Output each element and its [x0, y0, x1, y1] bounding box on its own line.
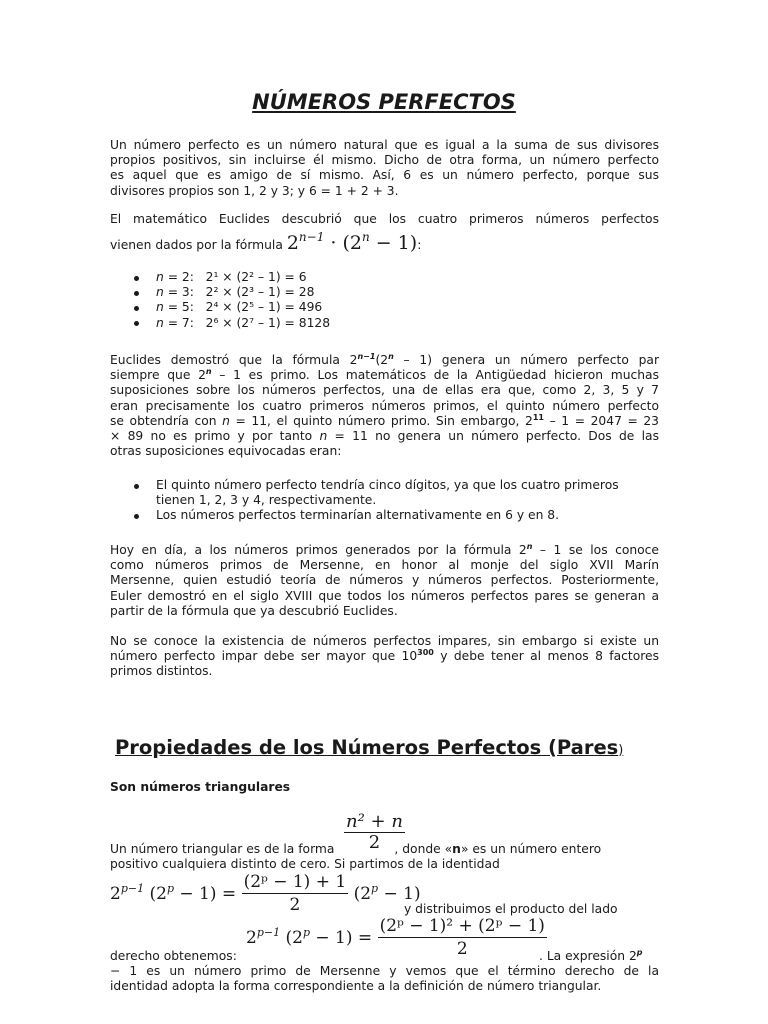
conclusion-paragraph: [110, 964, 659, 994]
demonstration-paragraph: [110, 353, 659, 459]
text-line: . La expresión 2$^p$: [539, 948, 643, 963]
list-item: n = 2: 2¹ × (2² – 1) = 6: [110, 270, 650, 285]
triangular-fraction: $\frac{\text{n² + n}}{2}$: [346, 811, 403, 853]
text-line: propios positivos, sin incluirse él mismo. Dicho de otra forma, un número perfecto: [110, 153, 659, 168]
text-line: suposiciones sobre los números perfectos, una de ellas era que, como 2, 3, 5 y 7: [110, 383, 659, 398]
text-line: − 1 es un número primo de Mersenne y vemos que el término derecho de la: [110, 964, 659, 978]
list-item: El quinto número perfecto tendría cinco dígitos, ya que los cuatro primeros tienen 1, 2, 3 y 4, respectivamente.: [110, 478, 659, 508]
text-line: derecho obtenemos:: [110, 949, 237, 963]
text-line: Euler demostró en el siglo XVIII que todos los números perfectos pares se generan a: [110, 588, 659, 603]
identity-equation: $2^{p-1}$ $(2^p - 1)$ = $\frac{\text{(2ᵖ − 1) + 1}}{2}$ $(2^p - 1)$: [110, 872, 421, 915]
text-line: se obtendría con n = 11, el quinto número primo. Sin embargo, $2^{11} - 1 = 2047 = 23$: [110, 412, 659, 428]
wrong-assumptions-list: [110, 478, 659, 524]
formula-line: vienen dados por la fórmula $2^{n-1} \cdot (2^n - 1)$:: [110, 230, 422, 254]
text-line: como números primos de Mersenne, en honor al monje del siglo XVII Marín: [110, 558, 659, 573]
intro-paragraph: [110, 138, 659, 199]
subsection-heading: Son números triangulares: [110, 780, 291, 794]
text-line: partir de la fórmula que ya descubrió Euclides.: [110, 603, 398, 618]
text-line: positivo cualquiera distinto de cero. Si partimos de la identidad: [110, 857, 500, 871]
text-line: Un número perfecto es un número natural que es igual a la suma de sus divisores: [110, 138, 659, 152]
distributed-equation: $2^{p-1}$ $(2^p - 1)$ = $\frac{\text{(2ᵖ − 1)² + (2ᵖ − 1)}}{2}$: [246, 916, 545, 959]
section-heading: Propiedades de los Números Perfectos (Pares): [115, 736, 624, 759]
text-line: primos distintos.: [110, 664, 213, 679]
list-item: n = 7: 2⁶ × (2⁷ – 1) = 8128: [110, 316, 650, 331]
text-line: eran precisamente los cuatro primeros números primos, el quinto número perfecto: [110, 398, 659, 413]
text-line: No se conoce la existencia de números perfectos impares, sin embargo si existe un: [110, 634, 659, 648]
odd-perfect-paragraph: [110, 634, 659, 680]
text-line: siempre que 2$^n$ – 1 es primo. Los matemáticos de la Antigüedad hicieron muchas: [110, 367, 659, 383]
text-line: divisores propios son 1, 2 y 3; y 6 = 1 + 2 + 3.: [110, 183, 399, 198]
perfect-number-list: [110, 270, 650, 331]
list-item: n = 3: 2² × (2³ – 1) = 28: [110, 285, 650, 300]
text-line: Mersenne, quien estudió teoría de números y números perfectos. Posteriormente,: [110, 573, 659, 588]
list-item: n = 5: 2⁴ × (2⁵ – 1) = 496: [110, 300, 650, 315]
list-item: Los números perfectos terminarían alternativamente en 6 y en 8.: [110, 508, 659, 523]
text-line: vienen dados por la fórmula: [110, 238, 283, 252]
mersenne-paragraph: [110, 543, 659, 619]
text-line: × 89 no es primo y por tanto n = 11 no genera un número perfecto. Dos de las: [110, 429, 659, 444]
text-line: Hoy en día, a los números primos generados por la fórmula 2$^n$ – 1 se los conoce: [110, 542, 659, 557]
text-line: El matemático Euclides descubrió que los cuatro primeros números perfectos: [110, 212, 659, 226]
euclid-formula: $2^{n-1} \cdot (2^n - 1)$: [286, 230, 418, 254]
text-line: identidad adopta la forma correspondiente a la definición de número triangular.: [110, 979, 602, 994]
euclides-paragraph: [110, 212, 659, 227]
page-title: NÚMEROS PERFECTOS: [252, 90, 516, 114]
text-line: es aquel que es amigo de sí mismo. Así, 6 es un número perfecto, porque sus: [110, 168, 659, 183]
text-line: Euclides demostró que la fórmula $2^{n-1}(2^n - 1)$ genera un número perfecto par: [110, 352, 660, 367]
text-line: y distribuimos el producto del lado: [404, 902, 618, 916]
text-line: número perfecto impar debe ser mayor que $10^{300}$ y debe tener al menos 8 factores: [110, 648, 659, 664]
text-line: Un número triangular es de la forma , donde «n» es un número entero: [110, 842, 602, 856]
text-line: otras suposiciones equivocadas eran:: [110, 444, 342, 459]
